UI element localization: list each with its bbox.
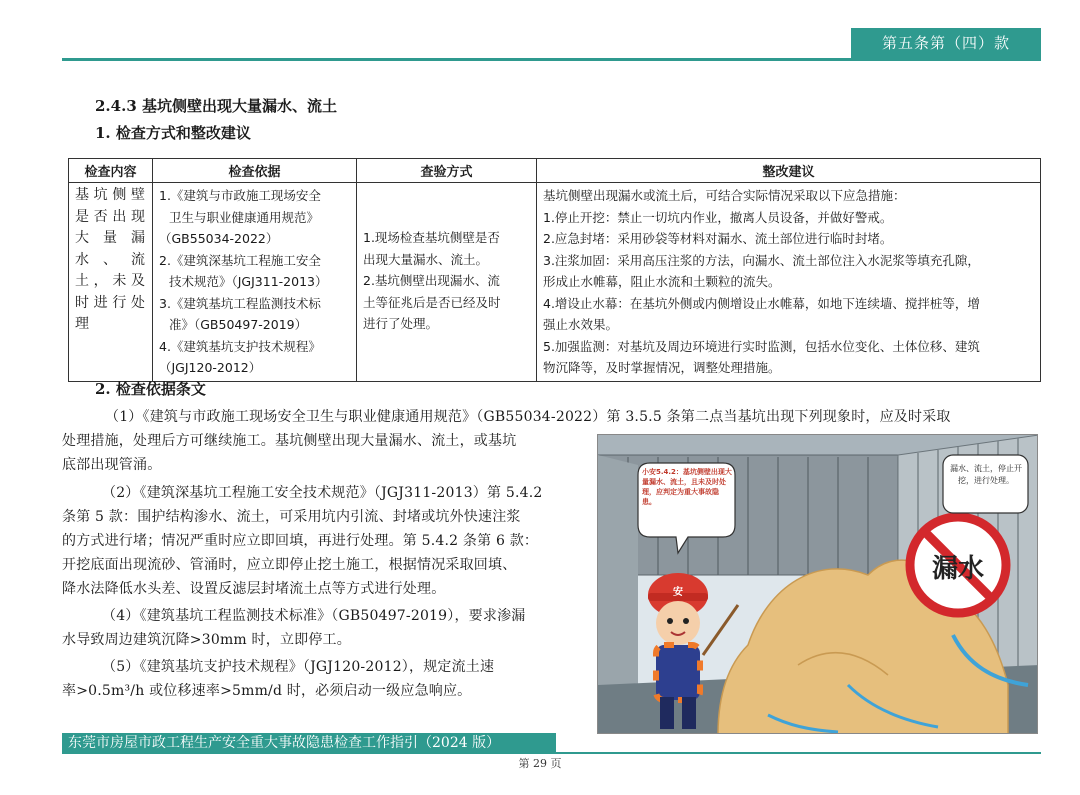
clause-line: 的方式进行堵；情况严重时应立即回填，再进行处理。第 5.4.2 条第 6 款： [62, 533, 539, 549]
clause-line: 开挖底面出现流砂、管涌时，应立即停止挖土施工，根据情况采取回填、 [62, 557, 517, 573]
clause-line: （4）《建筑基坑工程监测技术标准》（GB50497-2019），要求渗漏 [102, 608, 526, 624]
chapter-tag: 第五条第（四）款 [851, 28, 1041, 58]
advice-line: 2.应急封堵：采用砂袋等材料对漏水、流土部位进行临时封堵。 [543, 231, 893, 246]
clause-line: 水导致周边建筑沉降>30mm 时，立即停工。 [62, 632, 351, 648]
table-row [69, 183, 1041, 382]
basis-line: （JGJ120-2012） [159, 360, 262, 375]
advice-line: 1.停止开挖：禁止一切坑内作业，撤离人员设备，并做好警戒。 [543, 209, 893, 225]
basis-line: 3.《建筑基坑工程监测技术标 [159, 295, 321, 311]
advice-line: 3.注浆加固：采用高压注浆的方法，向漏水、流土部位注入水泥浆等填充孔隙， [543, 252, 980, 268]
footer-rule [556, 752, 1041, 754]
method-line: 2.基坑侧壁出现漏水、流 [363, 273, 500, 288]
header-rule [62, 58, 1041, 61]
check-method-cell [357, 183, 537, 382]
character-speech-bubble: 小安5.4.2：基坑侧壁出现大量漏水、流土，且未及时处理，应判定为重大事故隐患。 [642, 468, 732, 506]
header-method: 查验方式 [357, 159, 537, 183]
advice-line: 基坑侧壁出现漏水或流土后，可结合实际情况采取以下应急措施： [543, 188, 906, 203]
advice-line: 4.增设止水幕：在基坑外侧或内侧增设止水帷幕，如地下连续墙、搅拌桩等，增 [543, 295, 980, 311]
advice-line: 强止水效果。 [543, 317, 619, 332]
check-basis-cell [153, 183, 357, 382]
basis-line: 2.《建筑深基坑工程施工安全 [159, 252, 321, 268]
header-advice: 整改建议 [537, 159, 1041, 183]
clause-line: （2）《建筑深基坑工程施工安全技术规范》（JGJ311-2013）第 5.4.2 [102, 485, 543, 501]
method-line: 土等征兆后是否已经及时 [363, 294, 501, 310]
basis-line: 技术规范》（JGJ311-2013） [169, 274, 328, 289]
basis-line: （GB55034-2022） [159, 231, 279, 246]
basis-line: 卫生与职业健康通用规范》 [169, 209, 320, 225]
method-line: 1.现场检查基坑侧壁是否 [363, 230, 500, 245]
basis-line: 4.《建筑基坑支护技术规程》 [159, 338, 321, 354]
header-content: 检查内容 [69, 159, 153, 183]
helmet-badge-text: 安 [673, 587, 683, 598]
subsection-title-1: 1. 检查方式和整改建议 [95, 124, 251, 142]
clause-line: 条第 5 款：围护结构渗水、流土，可采用坑内引流、封堵或坑外快速注浆 [62, 509, 521, 525]
table-header-row [69, 159, 1041, 183]
leakage-illustration [597, 434, 1038, 734]
leak-sign-text: 漏水 [931, 554, 984, 584]
basis-line: 准》（GB50497-2019） [169, 317, 308, 332]
subsection-title-2: 2. 检查依据条文 [95, 380, 206, 398]
method-line: 进行了处理。 [363, 316, 439, 331]
clause-line: 处理措施，处理后方可继续施工。基坑侧壁出现大量漏水、流土，或基坑 [62, 433, 517, 449]
method-line: 出现大量漏水、流土。 [363, 251, 489, 267]
advice-line: 5.加强监测：对基坑及周边环境进行实时监测，包括水位变化、土体位移、建筑 [543, 338, 980, 354]
clause-line: 率>0.5m³/h 或位移速率>5mm/d 时，必须启动一级应急响应。 [62, 683, 472, 699]
inspection-table [68, 158, 1041, 382]
advice-line: 形成止水帷幕，阻止水流和土颗粒的流失。 [543, 274, 781, 289]
header-basis: 检查依据 [153, 159, 357, 183]
basis-line: 1.《建筑与市政施工现场安全 [159, 188, 321, 203]
check-content-cell: 基坑侧壁是否出现大量漏水、流土，未及时进行处理 [69, 183, 153, 382]
guide-title-bar: 东莞市房屋市政工程生产安全重大事故隐患检查工作指引（2024 版） [62, 733, 556, 754]
right-speech-bubble: 漏水、流土，停止开挖，进行处理。 [950, 464, 1022, 485]
advice-line: 物沉降等，及时掌握情况，调整处理措施。 [543, 360, 781, 375]
page-number: 第 29 页 [518, 757, 562, 770]
clause-line: （5）《建筑基坑支护技术规程》（JGJ120-2012），规定流土速 [102, 659, 495, 675]
clause-line: 底部出现管涌。 [62, 457, 162, 473]
section-title: 2.4.3 基坑侧壁出现大量漏水、流土 [95, 97, 337, 115]
advice-cell [537, 183, 1041, 382]
clause-paragraph-1-first-line: （1）《建筑与市政施工现场安全卫生与职业健康通用规范》（GB55034-2022）第 3.5.5 条第二点当基坑出现下列现象时，应及时采取 [105, 409, 951, 425]
clause-line: 降水法降低水头差、设置反滤层封堵流土点等方式进行处理。 [62, 581, 446, 597]
